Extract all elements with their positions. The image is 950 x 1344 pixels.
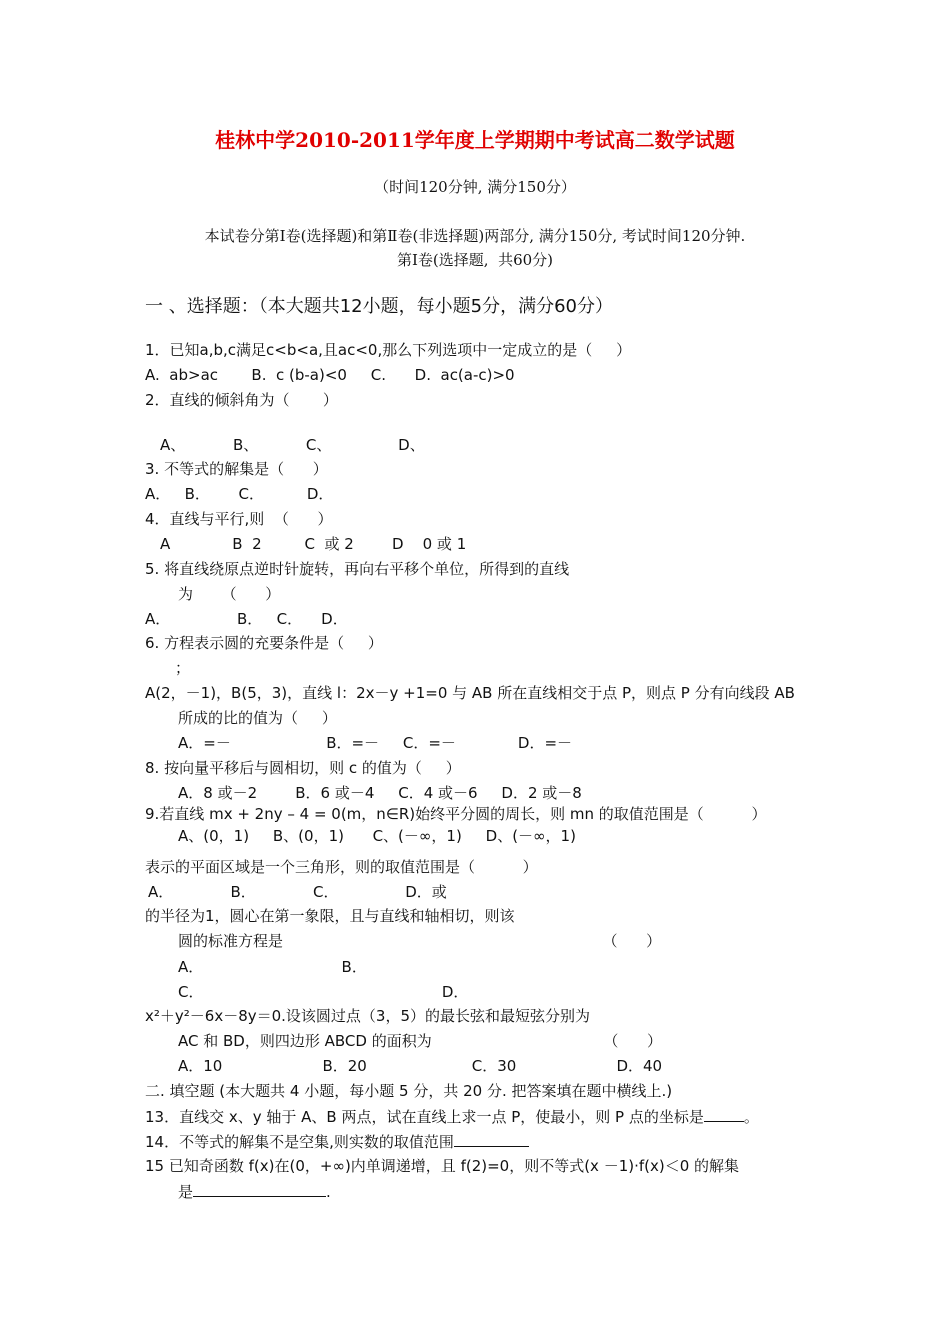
question-11-options-ab: A． B． — [178, 958, 367, 976]
question-5: 5. 将直线绕原点逆时针旋转，再向右平移个单位，所得到的直线 — [145, 560, 570, 578]
answer-blank-14 — [454, 1132, 529, 1147]
question-5-cont: 为 （ ） — [178, 585, 281, 603]
question-4-options: A B 2 C 或 2 D 0 或 1 — [160, 535, 467, 553]
question-12-cont: AC 和 BD，则四边形 ABCD 的面积为 （ ） — [178, 1032, 662, 1050]
question-12-options: A．10 B．20 C．30 D．40 — [178, 1057, 663, 1075]
question-5-options: A． B． C． D． — [145, 610, 348, 628]
section-1-heading: 一 、选择题：（本大题共12小题，每小题5分，满分60分） — [145, 296, 613, 317]
question-1-options: A. ab>ac B. c (b-a)<0 C. D. ac(a-c)>0 — [145, 366, 515, 384]
question-10: 表示的平面区域是一个三角形，则的取值范围是（ ） — [145, 858, 538, 876]
question-8-options: A．8 或－2 B．6 或－4 C．4 或－6 D．2 或－8 — [178, 784, 582, 802]
question-14 — [145, 1132, 529, 1151]
question-10-options: A． B． C． D．或 — [148, 883, 447, 901]
question-15: 15 已知奇函数 f(x)在(0，+∞)内单调递增，且 f(2)=0，则不等式(x －1)·f(x)＜0 的解集 — [145, 1157, 740, 1175]
intro-line-2: 第Ⅰ卷(选择题, 共60分) — [396, 251, 554, 269]
question-3-options: A． B． C． D． — [145, 485, 334, 503]
question-15-cont-text: 是 — [178, 1183, 194, 1201]
intro-line-1: 本试卷分第Ⅰ卷(选择题)和第Ⅱ卷(非选择题)两部分, 满分150分, 考试时间120分钟. — [204, 227, 746, 245]
answer-blank-13 — [704, 1107, 744, 1122]
question-6-cont: ； — [175, 659, 191, 677]
exam-title: 桂林中学2010-2011学年度上学期期中考试高二数学试题 — [215, 128, 735, 152]
question-7: A(2，－1)，B(5，3)，直线 l：2x－y +1=0 与 AB 所在直线相交于点 P，则点 P 分有向线段 AB — [145, 684, 795, 702]
question-2-options: A、 B、 C、 D、 — [160, 436, 425, 454]
question-11-options-cd: C． D． — [178, 983, 469, 1001]
question-2: 2．直线的倾斜角为（ ） — [145, 391, 338, 409]
question-1: 1．已知a,b,c满足c<b<a,且ac<0,那么下列选项中一定成立的是（ ） — [145, 341, 632, 359]
answer-blank-15 — [193, 1182, 326, 1197]
question-6: 6. 方程表示圆的充要条件是（ ） — [145, 634, 383, 652]
question-12: x²＋y²－6x－8y＝0.设该圆过点（3，5）的最长弦和最短弦分别为 — [145, 1007, 591, 1025]
question-7-options: A．=－ B．=－ C．=－ D．=－ — [178, 734, 573, 752]
question-14-text: 14．不等式的解集不是空集,则实数的取值范围 — [145, 1133, 454, 1151]
question-9-options: A、(0，1) B、(0，1) C、(－∞，1) D、(－∞，1) — [178, 827, 576, 845]
question-11: 的半径为1，圆心在第一象限，且与直线和轴相切，则该 — [145, 907, 515, 925]
question-8: 8. 按向量平移后与圆相切，则 c 的值为（ ） — [145, 759, 461, 777]
question-7-cont: 所成的比的值为（ ） — [178, 709, 337, 727]
question-13-end: 。 — [743, 1108, 759, 1126]
question-9: 9.若直线 mx + 2ny – 4 = 0(m，n∈R)始终平分圆的周长，则 mn 的取值范围是（ ） — [145, 805, 767, 823]
question-3: 3. 不等式的解集是（ ） — [145, 460, 328, 478]
question-15-end: . — [326, 1183, 331, 1201]
question-13 — [145, 1107, 759, 1126]
exam-subtitle: （时间120分钟, 满分150分） — [374, 178, 576, 196]
question-13-text: 13．直线交 x、y 轴于 A、B 两点，试在直线上求一点 P，使最小，则 P 点的坐标是 — [145, 1108, 704, 1126]
section-2-heading: 二. 填空题 (本大题共 4 小题，每小题 5 分，共 20 分. 把答案填在题中横线上.) — [145, 1082, 673, 1100]
question-11-cont: 圆的标准方程是 （ ） — [178, 932, 662, 950]
question-4: 4．直线与平行,则 （ ） — [145, 510, 333, 528]
question-15-cont — [178, 1182, 331, 1201]
